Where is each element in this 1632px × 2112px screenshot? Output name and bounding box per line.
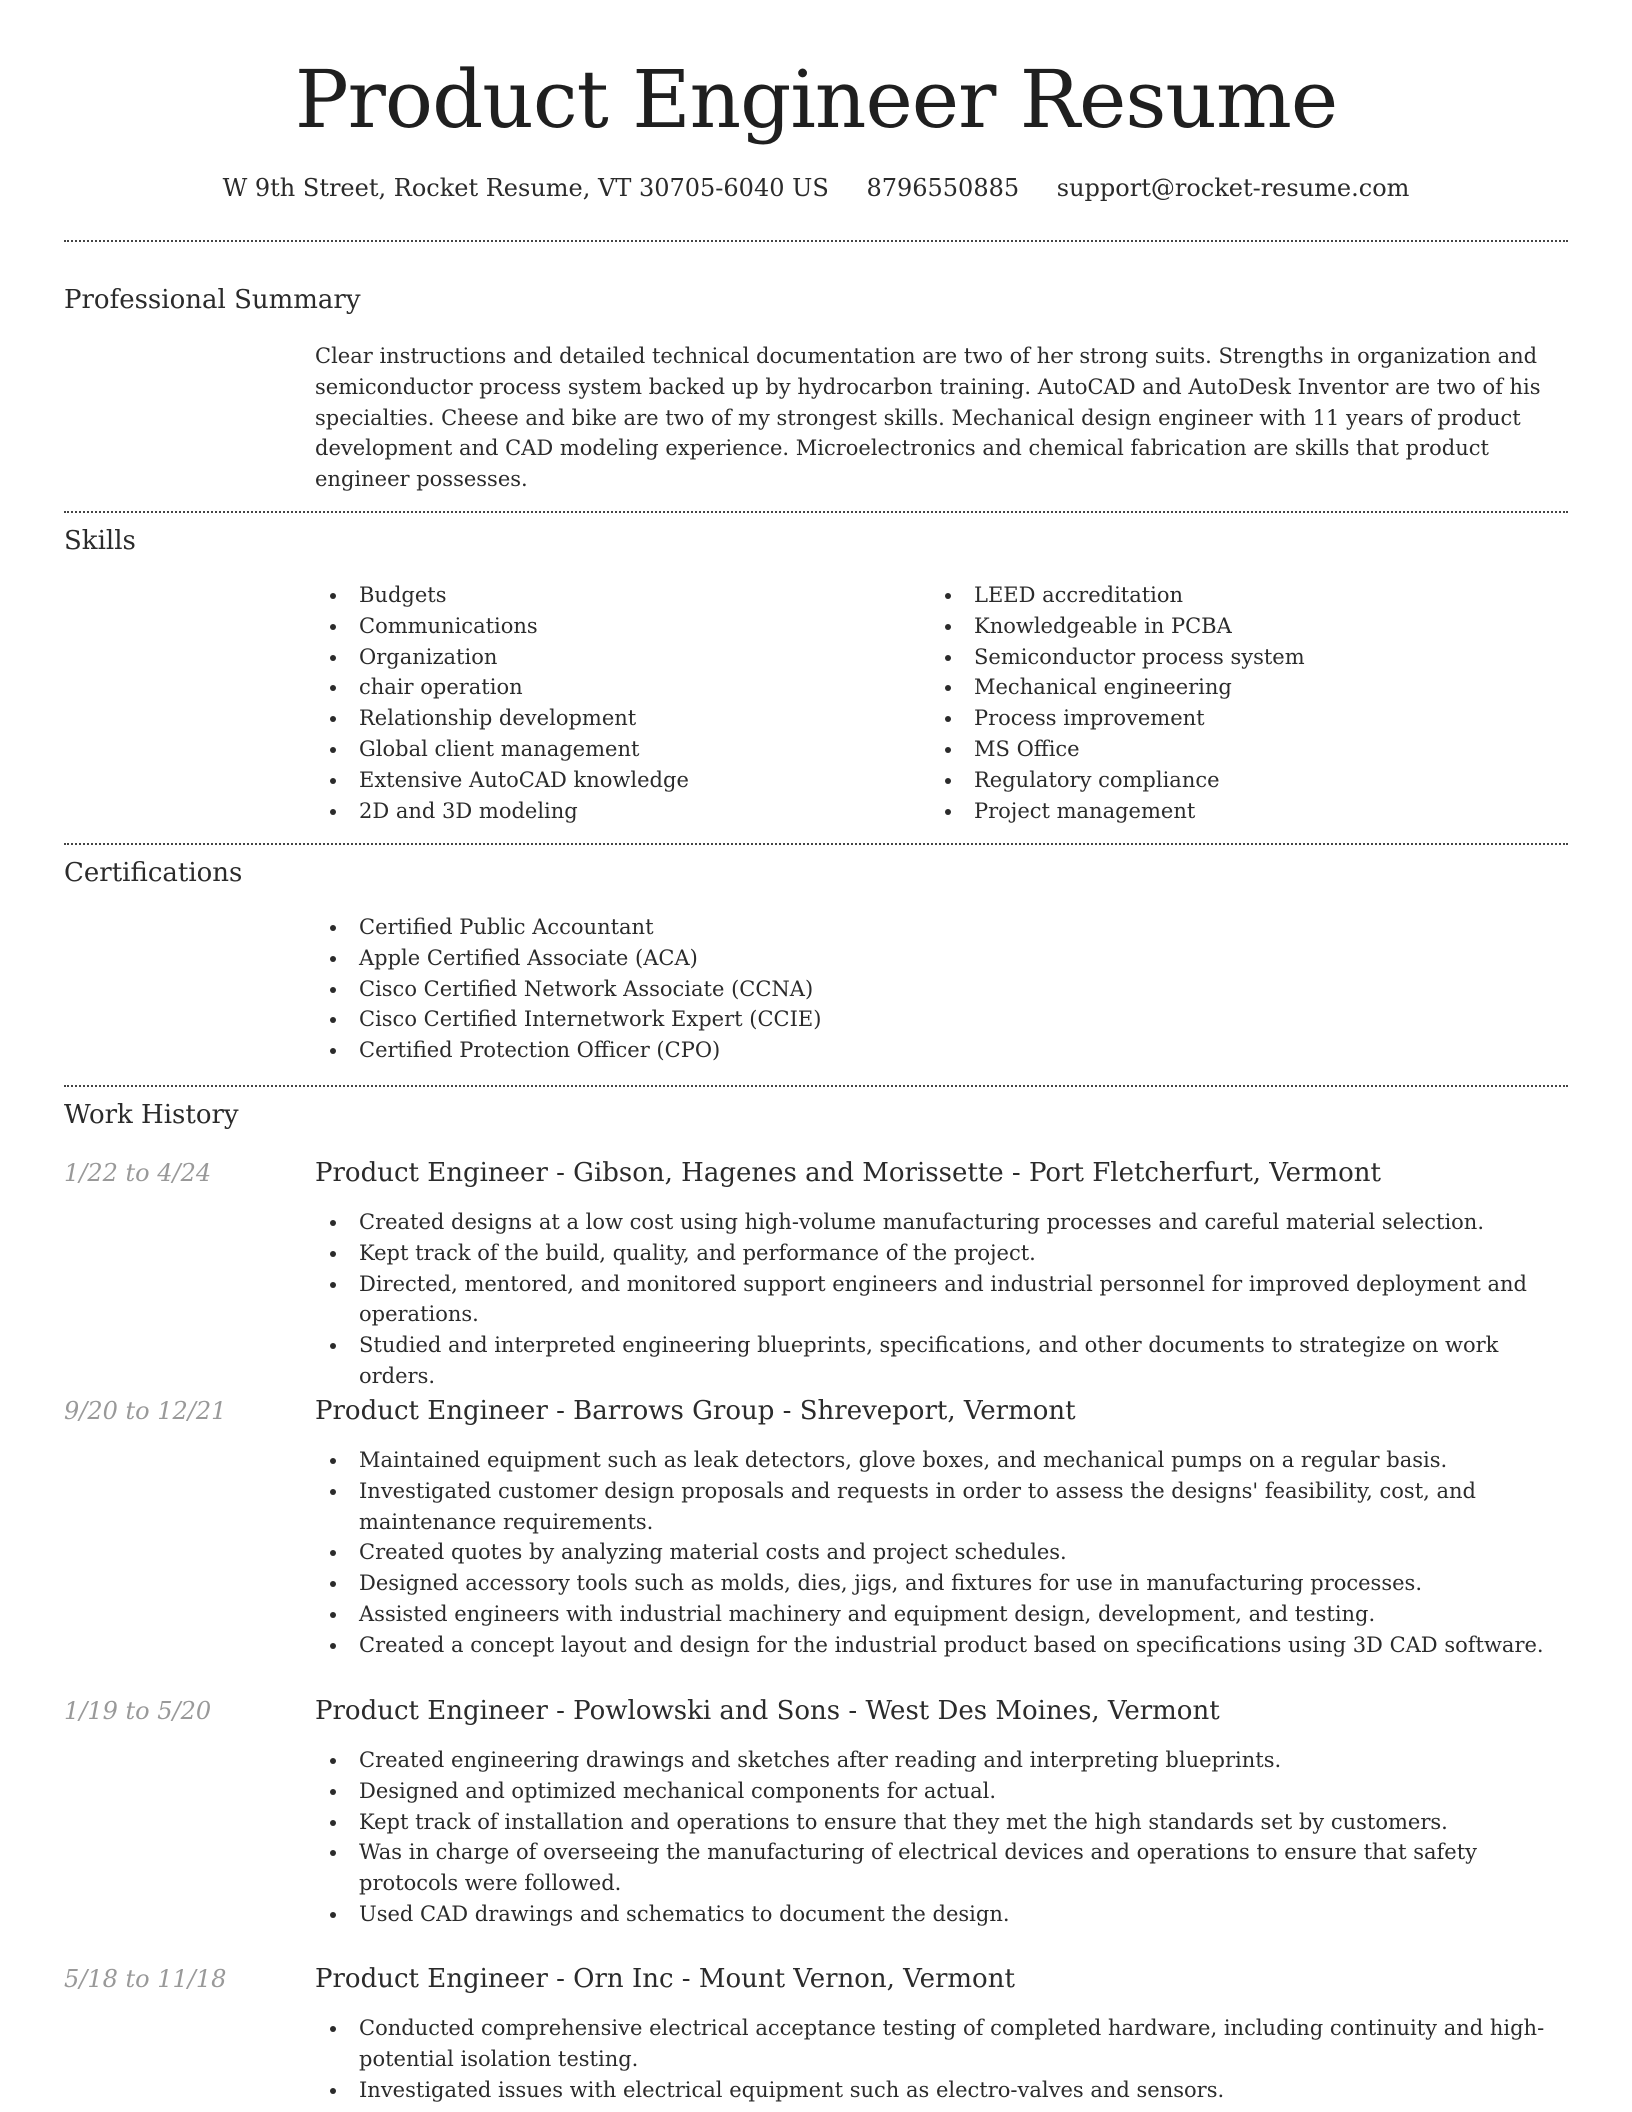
- skill-item: Semiconductor process system: [930, 642, 1550, 673]
- skills-heading: Skills: [64, 526, 136, 556]
- contact-email: support@rocket-resume.com: [1056, 174, 1410, 202]
- job-bullets: [315, 2013, 1560, 2105]
- divider: [64, 843, 1568, 845]
- job-title: Product Engineer - Orn Inc - Mount Vernon, Vermont: [315, 1964, 1015, 1994]
- job-dates: 5/18 to 11/18: [64, 1965, 227, 1993]
- contact-phone: 8796550885: [866, 174, 1020, 202]
- job-dates: 1/19 to 5/20: [64, 1697, 212, 1725]
- job-bullets: [315, 1445, 1560, 1661]
- job-bullets: [315, 1745, 1560, 1930]
- summary-heading: Professional Summary: [64, 285, 361, 315]
- job-dates: 9/20 to 12/21: [64, 1397, 227, 1425]
- job-title: Product Engineer - Powlowski and Sons - West Des Moines, Vermont: [315, 1696, 1220, 1726]
- job-bullet: Investigated issues with electrical equipment such as electro-valves and sensors.: [315, 2075, 1560, 2106]
- skill-item: MS Office: [930, 734, 1550, 765]
- skills-list-right: [930, 580, 1550, 826]
- job-title: Product Engineer - Barrows Group - Shreveport, Vermont: [315, 1396, 1076, 1426]
- job-dates: 1/22 to 4/24: [64, 1159, 212, 1187]
- job-bullet: Designed accessory tools such as molds, dies, jigs, and fixtures for use in manufacturing processes.: [315, 1568, 1560, 1599]
- contact-address: W 9th Street, Rocket Resume, VT 30705-6040 US: [222, 174, 829, 202]
- job-bullet: Kept track of the build, quality, and performance of the project.: [315, 1238, 1560, 1269]
- certifications-list: [315, 912, 1555, 1066]
- job-bullet: Maintained equipment such as leak detectors, glove boxes, and mechanical pumps on a regular basis.: [315, 1445, 1560, 1476]
- job-bullet: Created engineering drawings and sketches after reading and interpreting blueprints.: [315, 1745, 1560, 1776]
- skill-item: Global client management: [315, 734, 915, 765]
- job-bullets: [315, 1207, 1560, 1392]
- skill-item: 2D and 3D modeling: [315, 796, 915, 827]
- skill-item: Organization: [315, 642, 915, 673]
- certification-item: Certified Public Accountant: [315, 912, 1555, 943]
- job-bullet: Directed, mentored, and monitored support engineers and industrial personnel for improved deployment and operations.: [315, 1269, 1560, 1331]
- certification-item: Apple Certified Associate (ACA): [315, 943, 1555, 974]
- skill-item: Budgets: [315, 580, 915, 611]
- job-bullet: Was in charge of overseeing the manufacturing of electrical devices and operations to ensure that safety protocols were followed.: [315, 1837, 1560, 1899]
- skill-item: Communications: [315, 611, 915, 642]
- skill-item: chair operation: [315, 672, 915, 703]
- job-bullet: Studied and interpreted engineering blueprints, specifications, and other documents to strategize on work orders.: [315, 1330, 1560, 1392]
- summary-text: Clear instructions and detailed technical documentation are two of her strong suits. Strengths in organization and semiconductor process system backed up by hydrocarbon training. AutoCAD and AutoDesk Inventor are two of his specialties. Cheese and bike are two of my strongest skills. Mechanical design engineer with 11 years of product development and CAD modeling experience. Microelectronics and chemical fabrication are skills that product engineer possesses.: [315, 344, 1541, 492]
- divider: [64, 511, 1568, 513]
- job-title: Product Engineer - Gibson, Hagenes and Morissette - Port Fletcherfurt, Vermont: [315, 1158, 1381, 1188]
- certification-item: Cisco Certified Network Associate (CCNA): [315, 974, 1555, 1005]
- skill-item: Relationship development: [315, 703, 915, 734]
- divider: [64, 240, 1568, 242]
- certification-item: Cisco Certified Internetwork Expert (CCIE): [315, 1004, 1555, 1035]
- work-history-heading: Work History: [64, 1100, 239, 1130]
- skill-item: Project management: [930, 796, 1550, 827]
- job-bullet: Assisted engineers with industrial machinery and equipment design, development, and testing.: [315, 1599, 1560, 1630]
- job-bullet: Created designs at a low cost using high-volume manufacturing processes and careful material selection.: [315, 1207, 1560, 1238]
- job-bullet: Investigated customer design proposals and requests in order to assess the designs' feasibility, cost, and maintenance requirements.: [315, 1476, 1560, 1538]
- skill-item: LEED accreditation: [930, 580, 1550, 611]
- skill-item: Knowledgeable in PCBA: [930, 611, 1550, 642]
- job-bullet: Used CAD drawings and schematics to document the design.: [315, 1899, 1560, 1930]
- job-bullet: Created quotes by analyzing material costs and project schedules.: [315, 1537, 1560, 1568]
- job-bullet: Kept track of installation and operations to ensure that they met the high standards set by customers.: [315, 1807, 1560, 1838]
- skill-item: Regulatory compliance: [930, 765, 1550, 796]
- skill-item: Extensive AutoCAD knowledge: [315, 765, 915, 796]
- divider: [64, 1085, 1568, 1087]
- skill-item: Process improvement: [930, 703, 1550, 734]
- skill-item: Mechanical engineering: [930, 672, 1550, 703]
- job-bullet: Created a concept layout and design for the industrial product based on specifications using 3D CAD software.: [315, 1630, 1560, 1661]
- job-bullet: Conducted comprehensive electrical acceptance testing of completed hardware, including continuity and high-potential isolation testing.: [315, 2013, 1560, 2075]
- contact-line: [0, 170, 1632, 206]
- certifications-heading: Certifications: [64, 858, 243, 888]
- resume-title: Product Engineer Resume: [294, 53, 1338, 146]
- skills-list-left: [315, 580, 915, 826]
- job-bullet: Designed and optimized mechanical components for actual.: [315, 1776, 1560, 1807]
- certification-item: Certified Protection Officer (CPO): [315, 1035, 1555, 1066]
